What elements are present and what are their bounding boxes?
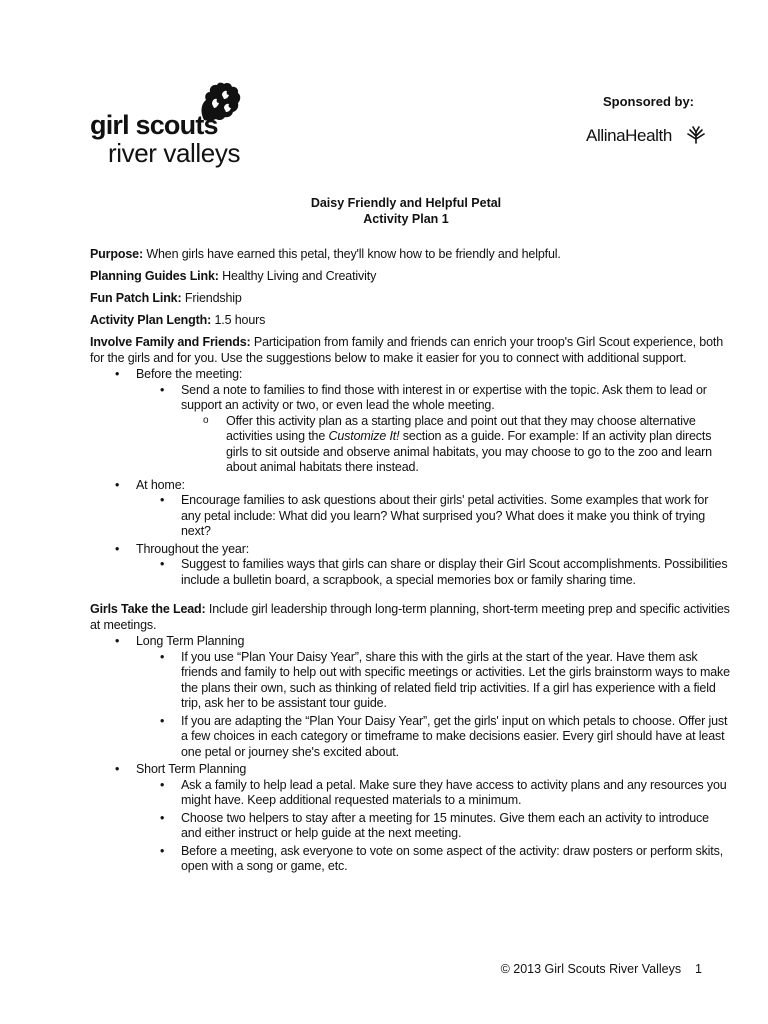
sponsor-label: Sponsored by:	[603, 94, 695, 109]
planning-guides-field	[90, 269, 730, 285]
title-line2: Activity Plan 1	[363, 212, 449, 226]
list-item-label: Short Term Planning	[136, 762, 247, 776]
sub-list	[90, 557, 730, 588]
sub-sub-list-item: o Offer this activity plan as a starting place and point out that they may choose alternative activities using the Customize It! section as a guide. For example: If an activity plan directs girls to sit outside and observe animal habitats, you may choose to go to the zoo and learn about animal habitats there instead.	[181, 414, 730, 476]
involve-text: Participation from family and friends can enrich your troop's Girl Scout experience, both for the girls and for you. Use the suggestions below to make it easier for you to connect with additional support.	[90, 335, 724, 365]
allina-tree-icon	[686, 126, 706, 144]
fun-patch-value: Friendship	[184, 291, 242, 305]
lead-paragraph	[90, 602, 730, 633]
purpose-field	[90, 247, 730, 263]
sub-list	[90, 650, 730, 761]
list-item-label: Long Term Planning	[136, 634, 245, 648]
lead-list	[90, 634, 730, 875]
planning-guides-value: Healthy Living and Creativity	[222, 269, 377, 283]
sub-list	[90, 493, 730, 540]
involve-paragraph	[90, 335, 730, 366]
lead-text: Include girl leadership through long-term planning, short-term meeting prep and specific activities at meetings.	[90, 602, 730, 632]
list-item	[90, 762, 730, 875]
title-line1: Daisy Friendly and Helpful Petal	[310, 196, 502, 210]
purpose-value: When girls have earned this petal, they'll know how to be friendly and helpful.	[146, 247, 561, 261]
document-body	[90, 247, 730, 877]
sub-list-item: • Ask a family to help lead a petal. Make sure they have access to activity plans and any resources you might have. Keep additional requested materials to a minimum.	[136, 778, 730, 809]
page-number: 1	[695, 962, 702, 976]
sub-list-item: • Before a meeting, ask everyone to vote on some aspect of the activity: draw posters or perform skits, open with a song or game, etc.	[136, 844, 730, 875]
sub-list	[90, 383, 730, 476]
planning-guides-label: Planning Guides Link:	[90, 269, 219, 283]
purpose-label: Purpose:	[90, 247, 143, 261]
list-item	[90, 542, 730, 589]
involve-list	[90, 367, 730, 588]
lead-label: Girls Take the Lead:	[90, 602, 206, 616]
list-item-label: Before the meeting:	[136, 367, 243, 381]
plan-length-field	[90, 313, 730, 329]
document-title	[0, 195, 768, 227]
sub-list-item: • Choose two helpers to stay after a meeting for 15 minutes. Give them each an activity to introduce and either instruct or help guide at the next meeting.	[136, 811, 730, 842]
fun-patch-field	[90, 291, 730, 307]
girl-scouts-logo	[90, 82, 250, 172]
fun-patch-label: Fun Patch Link:	[90, 291, 182, 305]
sub-list	[90, 778, 730, 875]
sub-list-item: • Send a note to families to find those with interest in or expertise with the topic. Ask them to lead or support an activity or two, or even lead the whole meeting. o Offer this activity plan as a starting place and point out that they may choose alternative activities using the Customize It! section as a guide. For example: If an activity plan directs girls to sit outside and observe animal habitats, you may choose to go to the zoo and learn about animal habitats there instead.	[136, 383, 730, 476]
logo-text-line1: girl scouts	[90, 110, 218, 140]
sub-list-item: • If you use “Plan Your Daisy Year”, share this with the girls at the start of the year. Have them ask friends and family to help out with specific meetings or activities. Let the girls brainstorm ways to make the plans their own, such as thinking of related field trip activities. If a girl has experience with a field trip, ask her to be assistant tour guide.	[136, 650, 730, 712]
logo-text-line2: river valleys	[108, 138, 241, 168]
copyright-text: © 2013 Girl Scouts River Valleys	[500, 962, 682, 976]
page-footer	[440, 962, 702, 976]
sub-sub-list	[136, 414, 730, 476]
sub-list-item: • Encourage families to ask questions about their girls' petal activities. Some examples that work for any petal include: What did you learn? What surprised you? What does it make you think of trying next?	[136, 493, 730, 540]
sponsor-logo-text: AllinaHealth	[586, 126, 672, 145]
sub-list-item: • If you are adapting the “Plan Your Daisy Year”, get the girls' input on which petals to choose. Offer just a few choices in each category or timeframe to make decisions easier. Every girl should have at least one petal or journey she's excited about.	[136, 714, 730, 761]
sub-list-item: • Suggest to families ways that girls can share or display their Girl Scout accomplishments. Possibilities include a bulletin board, a scrapbook, a special memories box or family sharing time.	[136, 557, 730, 588]
involve-label: Involve Family and Friends:	[90, 335, 251, 349]
list-item	[90, 634, 730, 760]
list-item-label: Throughout the year:	[136, 541, 250, 556]
plan-length-label: Activity Plan Length:	[90, 313, 212, 327]
list-item	[90, 367, 730, 476]
plan-length-value: 1.5 hours	[214, 313, 266, 327]
list-item-label: At home:	[136, 477, 185, 492]
list-item	[90, 478, 730, 540]
